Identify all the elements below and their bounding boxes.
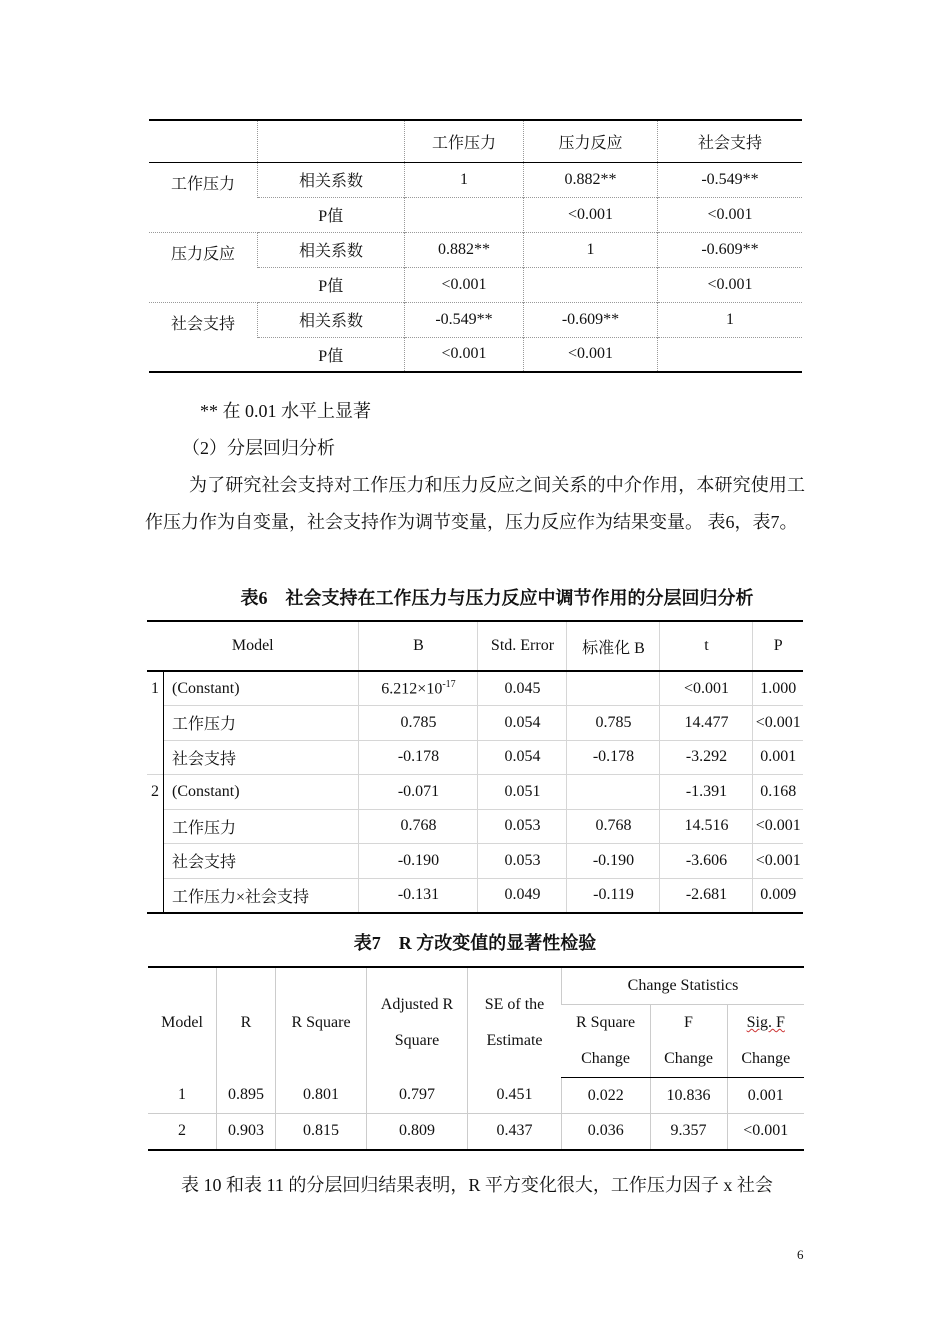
- table-cell: 0.049: [478, 878, 567, 913]
- table-row: [147, 775, 803, 810]
- table-cell: 1: [405, 162, 524, 197]
- header-cell: [367, 967, 468, 1078]
- table-cell: 0.797: [367, 1078, 468, 1114]
- table-cell: <0.001: [524, 197, 658, 232]
- table-cell: [405, 197, 524, 232]
- table-cell: <0.001: [753, 706, 803, 741]
- table6-caption: 表6 社会支持在工作压力与压力反应中调节作用的分层回归分析: [240, 588, 754, 608]
- header-cell: P: [753, 621, 803, 671]
- header-line: Adjusted R: [380, 995, 454, 1013]
- table-cell: 0.053: [478, 809, 567, 844]
- variable-name: 工作压力: [164, 706, 359, 741]
- table-cell: 14.477: [660, 706, 753, 741]
- table-cell: 14.516: [660, 809, 753, 844]
- table-row: [147, 844, 803, 879]
- table-cell: <0.001: [660, 671, 753, 706]
- header-row: [148, 967, 804, 1005]
- table-cell: 0.451: [468, 1078, 562, 1114]
- table-row: [147, 740, 803, 775]
- table-cell: 0.882**: [524, 162, 658, 197]
- table-cell: 10.836: [650, 1078, 727, 1114]
- correlation-header-row: [149, 120, 802, 162]
- table-row: [149, 162, 802, 197]
- table-cell: 9.357: [650, 1114, 727, 1150]
- header-cell: Model: [147, 621, 359, 671]
- header-line: SE of the: [484, 995, 545, 1013]
- table-cell: <0.001: [658, 267, 803, 302]
- table-cell: -0.609**: [524, 302, 658, 337]
- header-line: Change: [581, 1050, 630, 1067]
- table-cell: -0.549**: [405, 302, 524, 337]
- table-cell: -3.606: [660, 844, 753, 879]
- stat-label: P值: [258, 337, 405, 372]
- stat-label: 相关系数: [258, 162, 405, 197]
- stat-label: P值: [258, 267, 405, 302]
- table-cell: 0.768: [359, 809, 478, 844]
- table-cell: 0.809: [367, 1114, 468, 1150]
- table-cell: -2.681: [660, 878, 753, 913]
- table-cell: 0.045: [478, 671, 567, 706]
- table-cell: 0.051: [478, 775, 567, 810]
- table-cell: 0.009: [753, 878, 803, 913]
- header-cell: Std. Error: [478, 621, 567, 671]
- table-cell: 1: [178, 1086, 186, 1104]
- table-row: [147, 671, 803, 706]
- table-cell: 0.054: [478, 740, 567, 775]
- change-statistics-header: Change Statistics: [562, 967, 805, 1005]
- table-row: [147, 809, 803, 844]
- stat-label: 相关系数: [258, 232, 405, 267]
- table-row: [149, 232, 802, 267]
- page-number: 6: [797, 1247, 804, 1262]
- table-cell: 1: [524, 232, 658, 267]
- table-cell: -0.178: [359, 740, 478, 775]
- table-cell: -0.190: [359, 844, 478, 879]
- model-number: 1: [147, 671, 164, 775]
- header-line: F: [684, 1014, 693, 1031]
- significance-note: ** 在 0.01 水平上显著: [200, 401, 371, 421]
- header-line: Change: [741, 1050, 791, 1067]
- table-cell: -0.609**: [658, 232, 803, 267]
- table-cell: 0.895: [217, 1078, 276, 1114]
- header-cell: 工作压力: [405, 120, 524, 162]
- table-cell: 0.903: [217, 1114, 276, 1150]
- header-cell: [468, 967, 562, 1078]
- table-row: [149, 302, 802, 337]
- section-heading: （2）分层回归分析: [182, 438, 335, 458]
- header-cell: R: [217, 967, 276, 1078]
- variable-name: 社会支持: [164, 844, 359, 879]
- table-row: [148, 1078, 804, 1114]
- table-cell: 0.785: [567, 706, 660, 741]
- group-label: 工作压力: [149, 162, 258, 232]
- table-cell: 0.168: [753, 775, 803, 810]
- table-cell: 0.036: [562, 1114, 651, 1150]
- table-cell: 0.053: [478, 844, 567, 879]
- table-cell: <0.001: [405, 267, 524, 302]
- table-cell: -0.071: [359, 775, 478, 810]
- table-cell: <0.001: [658, 197, 803, 232]
- table-cell: 0.768: [567, 809, 660, 844]
- table-cell: -0.549**: [658, 162, 803, 197]
- table-cell: -0.131: [359, 878, 478, 913]
- header-cell: B: [359, 621, 478, 671]
- table-row: [147, 878, 803, 913]
- header-cell: [650, 1005, 727, 1078]
- group-label: 社会支持: [149, 302, 258, 372]
- table-cell: <0.001: [524, 337, 658, 372]
- table-cell: 0.437: [468, 1114, 562, 1150]
- body-paragraph: 表 10 和表 11 的分层回归结果表明，R 平方变化很大，工作压力因子 x 社会: [181, 1175, 773, 1195]
- b-exponent: -17: [442, 678, 456, 690]
- table-cell: -1.391: [660, 775, 753, 810]
- header-cell: 标准化 B: [567, 621, 660, 671]
- header-cell: 社会支持: [658, 120, 803, 162]
- b-value: 6.212×10: [381, 680, 443, 698]
- table-cell: [658, 337, 803, 372]
- table-cell: 0.785: [359, 706, 478, 741]
- table-row: [148, 1114, 804, 1150]
- variable-name: 工作压力×社会支持: [164, 878, 359, 913]
- header-line: R Square: [575, 1014, 636, 1031]
- table-cell: -0.178: [567, 740, 660, 775]
- table-cell: 0.815: [276, 1114, 367, 1150]
- header-line: Sig. F: [746, 1014, 785, 1031]
- table-cell: 0.801: [276, 1078, 367, 1114]
- table-cell: <0.001: [753, 844, 803, 879]
- table-cell: 2: [148, 1114, 217, 1150]
- header-cell: [149, 120, 258, 162]
- stat-label: P值: [258, 197, 405, 232]
- table-cell: 0.054: [478, 706, 567, 741]
- table-cell: [567, 671, 660, 706]
- table7-caption: 表7 R 方改变值的显著性检验: [353, 933, 597, 953]
- body-paragraph: 为了研究社会支持对工作压力和压力反应之间关系的中介作用，本研究使用工作压力作为自变量，社会支持作为调节变量，压力反应作为结果变量。 表6，表7。: [145, 475, 805, 532]
- table-cell: <0.001: [753, 809, 803, 844]
- table-cell: -0.119: [567, 878, 660, 913]
- table-row: [147, 706, 803, 741]
- table-cell: -0.190: [567, 844, 660, 879]
- correlation-table: [149, 119, 802, 373]
- variable-name: (Constant): [164, 775, 359, 810]
- header-line: Estimate: [486, 1031, 543, 1049]
- table-cell: 1.000: [753, 671, 803, 706]
- table-cell: 0.882**: [405, 232, 524, 267]
- table-cell: 0.001: [727, 1078, 804, 1114]
- header-cell: [562, 1005, 651, 1078]
- header-cell: [258, 120, 405, 162]
- header-cell: 压力反应: [524, 120, 658, 162]
- variable-name: 社会支持: [164, 740, 359, 775]
- variable-name: 工作压力: [164, 809, 359, 844]
- header-cell: t: [660, 621, 753, 671]
- stat-label: 相关系数: [258, 302, 405, 337]
- table-cell: 1: [658, 302, 803, 337]
- table-cell: <0.001: [405, 337, 524, 372]
- regression-header-row: [147, 621, 803, 671]
- header-cell: [727, 1005, 804, 1078]
- regression-table: [147, 620, 803, 914]
- model-number: 2: [147, 775, 164, 913]
- table-cell: -3.292: [660, 740, 753, 775]
- header-cell: R Square: [276, 967, 367, 1078]
- variable-name: (Constant): [164, 671, 359, 706]
- r-square-change-table: [148, 966, 804, 1151]
- table-cell: 0.001: [753, 740, 803, 775]
- table-cell: [524, 267, 658, 302]
- header-line: Square: [394, 1031, 440, 1049]
- table-cell: [567, 775, 660, 810]
- header-cell: Model: [161, 1013, 203, 1031]
- table-cell: 0.022: [562, 1078, 651, 1114]
- table-cell: [359, 671, 478, 706]
- group-label: 压力反应: [149, 232, 258, 302]
- header-line: Change: [664, 1050, 713, 1067]
- table-cell: <0.001: [727, 1114, 804, 1150]
